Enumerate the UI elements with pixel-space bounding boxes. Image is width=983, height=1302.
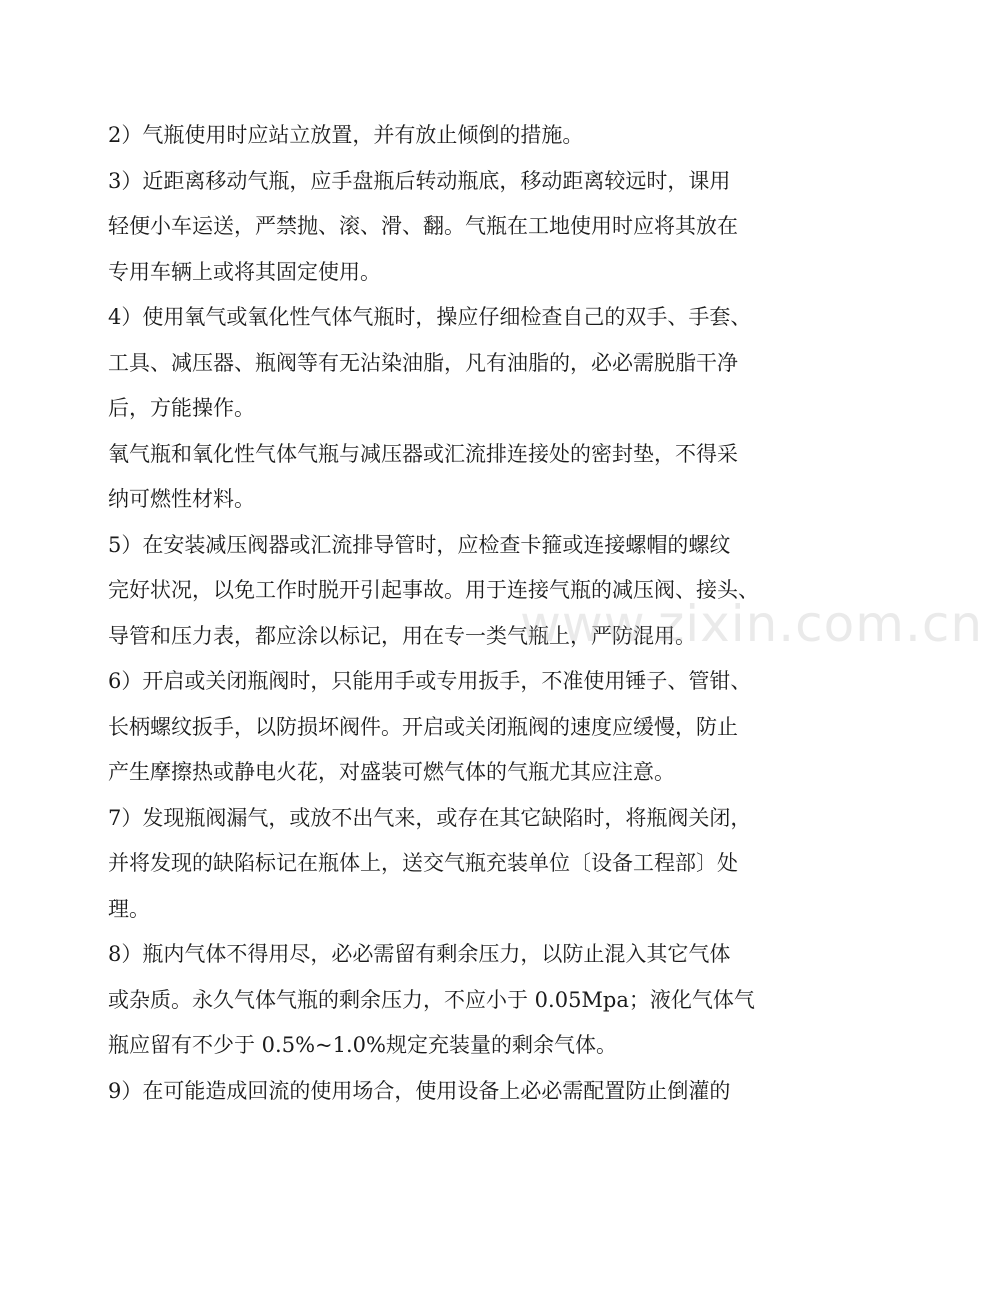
text-line: 并将发现的缺陷标记在瓶体上，送交气瓶充装单位〔设备工程部〕处 — [108, 851, 738, 875]
text-line: 9）在可能造成回流的使用场合，使用设备上必必需配置防止倒灌的 — [108, 1078, 731, 1103]
text-line: 纳可燃性材料。 — [108, 487, 255, 511]
paragraph-item-4 — [108, 295, 828, 432]
text-line: 产生摩擦热或静电火花，对盛装可燃气体的气瓶尤其应注意。 — [108, 760, 675, 784]
paragraph-item-8 — [108, 932, 828, 1069]
paragraph-item-7 — [108, 796, 828, 933]
text-line: 8）瓶内气体不得用尽，必必需留有剩余压力，以防止混入其它气体 — [108, 942, 731, 966]
text-line: 氧气瓶和氧化性气体气瓶与减压器或汇流排连接处的密封垫，不得采 — [108, 441, 738, 466]
text-line: 4）使用氧气或氧化性气体气瓶时，操应仔细检查自己的双手、手套、 — [108, 305, 752, 329]
paragraph-item-6 — [108, 659, 828, 796]
text-line: 3）近距离移动气瓶，应手盘瓶后转动瓶底，移动距离较远时，课用 — [108, 168, 731, 193]
text-line: 2）气瓶使用时应站立放置，并有放止倾倒的措施。 — [108, 123, 584, 147]
text-line: 专用车辆上或将其固定使用。 — [108, 259, 381, 284]
text-line: 导管和压力表，都应涂以标记，用在专一类气瓶上，严防混用。 — [108, 623, 696, 648]
text-line: 理。 — [108, 896, 150, 921]
document-body — [108, 113, 828, 1114]
text-line: 完好状况，以免工作时脱开引起事故。用于连接气瓶的减压阀、接头、 — [108, 578, 759, 602]
paragraph-oxygen-gasket — [108, 432, 828, 523]
paragraph-item-2 — [108, 113, 828, 159]
text-line: 6）开启或关闭瓶阀时，只能用手或专用扳手，不准使用锤子、管钳、 — [108, 669, 752, 693]
text-line: 后，方能操作。 — [108, 396, 255, 420]
text-line: 瓶应留有不少于 0.5%~1.0%规定充装量的剩余气体。 — [108, 1033, 617, 1057]
text-line: 轻便小车运送，严禁抛、滚、滑、翻。气瓶在工地使用时应将其放在 — [108, 214, 738, 238]
text-line: 或杂质。永久气体气瓶的剩余压力，不应小于 0.05Mpa；液化气体气 — [108, 987, 755, 1012]
text-line: 7）发现瓶阀漏气，或放不出气来，或存在其它缺陷时，将瓶阀关闭， — [108, 805, 752, 830]
paragraph-item-5 — [108, 523, 828, 660]
text-line: 5）在安装减压阀器或汇流排导管时，应检查卡箍或连接螺帽的螺纹 — [108, 532, 731, 557]
text-line: 工具、减压器、瓶阀等有无沾染油脂，凡有油脂的，必必需脱脂干净 — [108, 350, 738, 375]
text-line: 长柄螺纹扳手，以防损坏阀件。开启或关闭瓶阀的速度应缓慢，防止 — [108, 714, 738, 739]
paragraph-item-3 — [108, 159, 828, 296]
paragraph-item-9 — [108, 1069, 828, 1115]
watermark: www.zixin.com.cn — [520, 595, 983, 653]
